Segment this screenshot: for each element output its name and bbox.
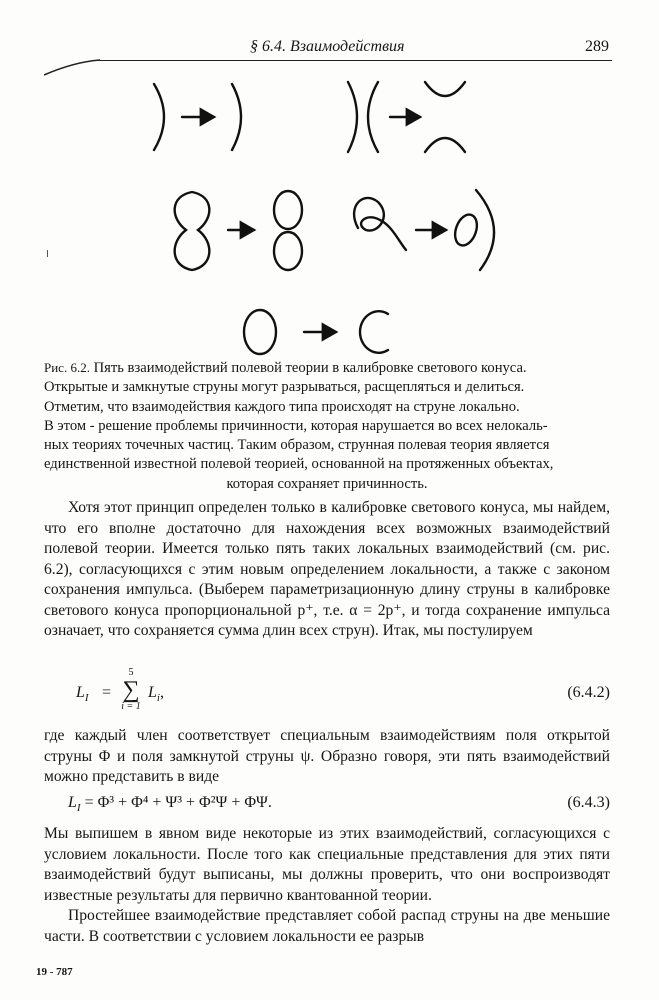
- equation-6-4-2: [44, 667, 610, 712]
- body-text-3: [44, 824, 610, 947]
- body-text-2: [44, 726, 610, 788]
- eq-rhs: = Φ³ + Φ⁴ + Ψ³ + Φ²Ψ + ΦΨ.: [84, 794, 272, 811]
- interaction-open-split: [154, 84, 241, 150]
- caption-label: Рис. 6.2.: [44, 360, 90, 375]
- interaction-open-closes: [354, 190, 494, 270]
- sum-lower: i = 1: [121, 701, 141, 712]
- eq-term-sub: i: [156, 692, 160, 705]
- figure-caption: [44, 358, 610, 494]
- caption-line: которая сохраняет причинность.: [226, 475, 428, 492]
- paragraph: Мы выпишем в явном виде некоторые из этих взаимодействий, согласующихся с условием локальности. После того как специальные представления для этих пяти взаимодействий будут выписаны, мы должны проверить, что они воспроизводят известные результаты для первично квантованной теории.: [44, 825, 610, 904]
- caption-line: единственной известной полевой теорией, основанной на протяженных объектах,: [44, 456, 554, 473]
- interaction-closed-split: [175, 191, 302, 270]
- sum-upper: 5: [128, 667, 134, 678]
- caption-line: Пять взаимодействий полевой теории в калибровке светового конуса.: [93, 360, 527, 376]
- paragraph: где каждый член соответствует специальным взаимодействиям поля открытой струны Φ и поля замкнутой струны ψ. Образно говоря, эти пять взаимодействий можно представить в виде: [44, 727, 610, 785]
- caption-line: Отметим, что взаимодействия каждого типа происходят на струне локально.: [44, 398, 520, 415]
- figure-string-interactions: [140, 70, 520, 360]
- paragraph: Хотя этот принцип определен только в калибровке светового конуса, мы найдем, что его вполне достаточно для нахождения всех возможных взаимодействий полевой теории. Имеется только пять таких локальных взаимодействий (см. рис. 6.2), согласующихся с этим новым определением локальности, а также с законом сохранения импульса. (Выберем параметризационную длину струны в калибровке светового конуса пропорциональной p⁺, т.е. α = 2p⁺, и тогда сохранение импульса означает, что сохраняется сумма длин всех струн). Итак, мы постулируем: [44, 499, 610, 639]
- page-number: 289: [585, 38, 609, 55]
- eq-tail: ,: [159, 684, 164, 701]
- eq-equals: =: [102, 684, 112, 701]
- sum-symbol: ∑: [122, 677, 140, 703]
- caption-line: В этом - решение проблемы причинности, которая нарушается во всех нелокаль-: [44, 417, 548, 434]
- equation-number: (6.4.2): [567, 684, 610, 701]
- running-header: [44, 38, 609, 62]
- interaction-open-exchange: [348, 82, 465, 152]
- eq-lhs-sub: I: [76, 802, 81, 815]
- eq-term: L: [148, 684, 157, 701]
- sum-operator: [116, 668, 146, 712]
- caption-line: ных теориях точечных частиц. Таким образом, струнная полевая теория является: [44, 437, 550, 454]
- header-rule: [92, 60, 612, 61]
- paragraph: Простейшее взаимодействие представляет собой распад струны на две меньшие части. В соответствии с условием локальности ее разрыв: [44, 907, 610, 945]
- section-title: § 6.4. Взаимодействия: [250, 38, 405, 55]
- interaction-closed-opens: [244, 310, 388, 354]
- margin-mark: [47, 250, 48, 257]
- eq-lhs: L: [76, 684, 85, 701]
- eq-lhs-sub: I: [84, 692, 89, 705]
- body-text-1: [44, 498, 610, 642]
- signature-mark: 19 - 787: [36, 966, 73, 978]
- eq-lhs: L: [68, 794, 77, 811]
- equation-number: (6.4.3): [567, 794, 610, 811]
- header-rule-curve: [44, 58, 104, 78]
- caption-line: Открытые и замкнутые струны могут разрываться, расщепляться и делиться.: [44, 379, 525, 396]
